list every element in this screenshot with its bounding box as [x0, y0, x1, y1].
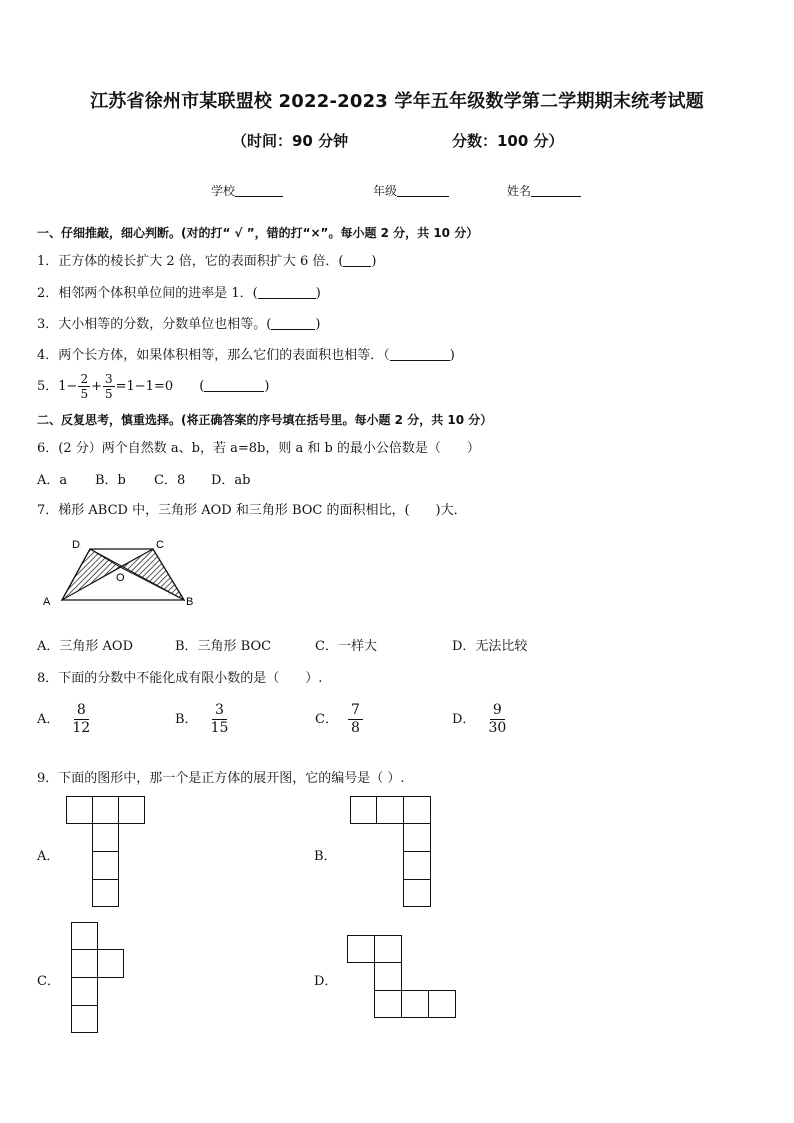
fraction-8-12: $\frac{8}{12}$: [72, 702, 91, 736]
q8-option-d[interactable]: D． $\frac{9}{30}$: [452, 702, 509, 737]
q7-option-c[interactable]: C．一样大: [315, 639, 377, 654]
triangle-boc: [120, 549, 184, 600]
question-1-text: 1．正方体的棱长扩大 2 倍，它的表面积扩大 6 倍．(: [37, 254, 344, 269]
q8-option-a[interactable]: A． $\frac{8}{12}$: [37, 702, 93, 737]
close-paren: ): [371, 254, 377, 269]
label-d: D: [72, 539, 80, 551]
q9-option-c[interactable]: C．: [37, 974, 60, 989]
q5-prefix: 5．1−: [37, 379, 78, 394]
question-9: 9．下面的图形中，那一个是正方体的展开图，它的编号是（ ）.: [37, 771, 405, 786]
question-5: [37, 372, 269, 401]
q6-option-a[interactable]: A．a: [37, 473, 68, 488]
close-paren: ): [449, 348, 455, 363]
fraction-7-8: $\frac{7}{8}$: [348, 702, 363, 737]
question-4-text: 4．两个长方体，如果体积相等，那么它们的表面积也相等．（: [37, 348, 390, 363]
section1-heading: 一、仔细推敲，细心判断。(对的打“ √ ”，错的打“×”。每小题 2 分，共 10 分）: [37, 226, 479, 240]
q5-close-paren: ): [264, 379, 270, 394]
question-1: [37, 250, 377, 269]
label-b: B: [186, 596, 194, 608]
exam-time: （时间：90 分钟: [232, 132, 349, 150]
section2-heading: 二、反复思考，慎重选择。(将正确答案的序号填在括号里。每小题 2 分，共 10 分）: [37, 413, 493, 427]
q9-option-d[interactable]: D．: [314, 974, 338, 989]
answer-blank-5[interactable]: [204, 379, 264, 392]
question-7: 7．梯形 ABCD 中，三角形 AOD 和三角形 BOC 的面积相比，( )大．: [37, 503, 467, 518]
school-field: [211, 182, 283, 199]
q7-option-b[interactable]: B．三角形 BOC: [175, 639, 272, 654]
fraction-9-30: $\frac{9}{30}$: [488, 702, 507, 736]
question-2-text: 2．相邻两个体积单位间的进率是 1．(: [37, 286, 258, 301]
q7-option-d[interactable]: D．无法比较: [452, 639, 528, 654]
label-a: A: [43, 596, 51, 608]
question-3: [37, 313, 320, 332]
plus-sign: +: [91, 379, 102, 394]
grade-label: 年级: [373, 184, 398, 198]
question-6: 6．(2 分）两个自然数 a、b，若 a=8b，则 a 和 b 的最小公倍数是（ ）: [37, 441, 480, 456]
question-8: 8．下面的分数中不能化成有限小数的是（ ）.: [37, 671, 323, 686]
q5-suffix: =1−1=0: [115, 379, 174, 394]
exam-title: 江苏省徐州市某联盟校 2022-2023 学年五年级数学第二学期期末统考试题: [90, 91, 704, 112]
q9-option-b[interactable]: B．: [314, 849, 337, 864]
label-c: C: [156, 539, 164, 551]
exam-score: 分数：100 分）: [452, 132, 564, 150]
close-paren: ): [315, 317, 321, 332]
school-blank[interactable]: [235, 184, 283, 197]
label-o: O: [116, 572, 125, 584]
question-4: [37, 344, 455, 363]
q7-option-a[interactable]: A．三角形 AOD: [37, 639, 133, 654]
q8-option-b[interactable]: B． $\frac{3}{15}$: [175, 702, 231, 737]
fraction-3-5: $\frac{3}{5}$: [104, 372, 113, 401]
name-label: 姓名: [507, 184, 532, 198]
triangle-aod: [62, 549, 120, 600]
answer-blank-2[interactable]: [258, 286, 316, 299]
fraction-3-15: $\frac{3}{15}$: [210, 702, 229, 736]
name-field: [507, 182, 581, 199]
school-label: 学校: [211, 184, 236, 198]
fraction-2-5: $\frac{2}{5}$: [80, 372, 89, 401]
q5-open-paren: (: [199, 379, 205, 394]
q6-option-c[interactable]: C．8: [154, 473, 186, 488]
q6-option-d[interactable]: D．ab: [211, 473, 251, 488]
net-d: [347, 935, 457, 1019]
q8-option-c[interactable]: C． $\frac{7}{8}$: [315, 702, 363, 737]
grade-field: [373, 182, 449, 199]
net-c: [71, 922, 127, 1034]
answer-blank-4[interactable]: [390, 348, 450, 361]
answer-blank-1[interactable]: [343, 254, 371, 267]
name-blank[interactable]: [531, 184, 581, 197]
q6-option-b[interactable]: B．b: [95, 473, 126, 488]
grade-blank[interactable]: [397, 184, 449, 197]
close-paren: ): [315, 286, 321, 301]
q9-option-a[interactable]: A．: [37, 849, 60, 864]
net-a: [66, 796, 146, 908]
net-b: [350, 796, 432, 908]
trapezoid-figure: [40, 532, 200, 612]
answer-blank-3[interactable]: [271, 317, 315, 330]
question-3-text: 3．大小相等的分数，分数单位也相等。(: [37, 317, 272, 332]
question-2: [37, 282, 321, 301]
